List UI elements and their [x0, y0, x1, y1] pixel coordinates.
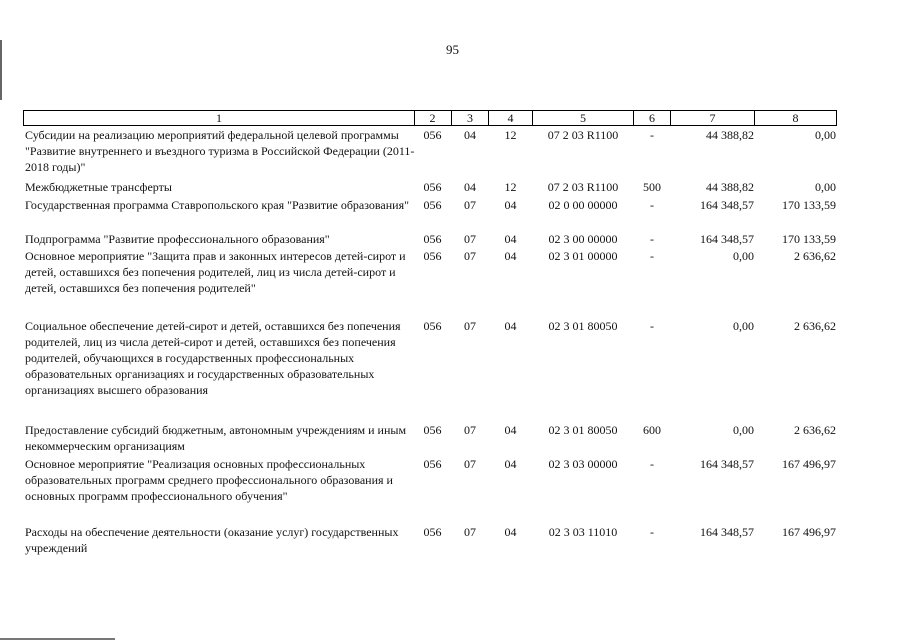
row-col-5: 02 3 01 80050 [548, 423, 618, 437]
row-col-5: 07 2 03 R1100 [547, 128, 619, 142]
row-col-7: 164 348,57 [700, 525, 754, 539]
row-col-7: 164 348,57 [700, 232, 754, 246]
row-col-8: 2 636,62 [794, 249, 836, 263]
row-description: Предоставление субсидий бюджетным, автономным учреждениям и иным некоммерческим организациям [25, 423, 407, 453]
header-col-7: 7 [671, 110, 755, 126]
row-col-2: 056 [423, 525, 442, 539]
row-col-6: 600 [643, 423, 661, 437]
row-col-2: 056 [423, 180, 442, 194]
row-col-4: 04 [504, 249, 517, 263]
row-description: Подпрограмма "Развитие профессионального образования" [25, 232, 330, 246]
row-description: Основное мероприятие "Защита прав и законных интересов детей-сирот и детей, оставшихся без попечения родителей, лиц из числа детей-сирот и детей, оставшихся без попечения родителей" [25, 249, 406, 295]
row-col-2: 056 [423, 457, 442, 471]
row-col-6: - [650, 198, 654, 212]
row-col-4: 04 [504, 423, 517, 437]
row-col-2: 056 [423, 128, 442, 142]
row-description: Межбюджетные трансферты [25, 180, 172, 194]
row-col-3: 04 [464, 128, 476, 142]
row-col-5: 07 2 03 R1100 [547, 180, 619, 194]
row-col-6: 500 [643, 180, 661, 194]
row-col-8: 167 496,97 [782, 525, 836, 539]
row-col-7: 0,00 [733, 249, 754, 263]
row-col-6: - [650, 319, 654, 333]
row-col-2: 056 [423, 249, 442, 263]
row-col-8: 0,00 [815, 128, 836, 142]
row-col-4: 04 [504, 198, 517, 212]
row-col-7: 164 348,57 [700, 198, 754, 212]
row-col-8: 170 133,59 [782, 198, 836, 212]
header-col-2: 2 [414, 110, 452, 126]
row-col-5: 02 3 03 00000 [548, 457, 618, 471]
row-col-6: - [650, 525, 654, 539]
table-header [23, 110, 836, 126]
row-col-3: 07 [464, 525, 476, 539]
header-col-8: 8 [755, 110, 837, 126]
row-col-7: 0,00 [733, 423, 754, 437]
row-col-4: 04 [504, 319, 517, 333]
row-col-3: 07 [464, 319, 476, 333]
row-description: Государственная программа Ставропольского края "Развитие образования" [25, 198, 410, 212]
row-col-2: 056 [423, 198, 442, 212]
row-col-5: 02 3 01 00000 [548, 249, 618, 263]
row-col-6: - [650, 249, 654, 263]
page-number: 95 [446, 42, 459, 57]
row-col-7: 164 348,57 [700, 457, 754, 471]
header-col-4: 4 [489, 110, 533, 126]
row-col-4: 12 [504, 128, 517, 142]
row-col-3: 07 [464, 232, 476, 246]
row-description: Субсидии на реализацию мероприятий федеральной целевой программы "Развитие внутреннего и въездного туризма в Российской Федерации (2011-2018 годы)" [25, 128, 415, 174]
row-col-6: - [650, 128, 654, 142]
row-col-7: 44 388,82 [706, 180, 754, 194]
row-description: Расходы на обеспечение деятельности (оказание услуг) государственных учреждений [25, 525, 399, 555]
row-col-5: 02 0 00 00000 [548, 198, 618, 212]
row-col-8: 0,00 [815, 180, 836, 194]
row-col-8: 167 496,97 [782, 457, 836, 471]
row-col-3: 07 [464, 457, 476, 471]
row-col-5: 02 3 00 00000 [548, 232, 618, 246]
row-col-7: 0,00 [733, 319, 754, 333]
row-col-5: 02 3 01 80050 [548, 319, 618, 333]
header-col-1: 1 [23, 110, 415, 126]
header-col-5: 5 [533, 110, 634, 126]
row-col-3: 07 [464, 423, 476, 437]
row-col-2: 056 [423, 232, 442, 246]
row-col-5: 02 3 03 11010 [548, 525, 618, 539]
row-col-6: - [650, 457, 654, 471]
row-col-6: - [650, 232, 654, 246]
row-col-8: 2 636,62 [794, 423, 836, 437]
row-description: Социальное обеспечение детей-сирот и детей, оставшихся без попечения родителей, лиц из числа детей-сирот и детей, оставшихся без попечения родителей, обучающихся в государственных профессиональных образовательных организациях и государственных образовательных организациях высшего образования [25, 319, 401, 397]
row-col-2: 056 [423, 319, 442, 333]
row-col-4: 04 [504, 232, 517, 246]
row-col-4: 04 [504, 457, 517, 471]
row-col-4: 12 [504, 180, 517, 194]
header-col-3: 3 [452, 110, 489, 126]
row-col-8: 2 636,62 [794, 319, 836, 333]
row-col-2: 056 [423, 423, 442, 437]
row-description: Основное мероприятие "Реализация основных профессиональных образовательных программ среднего профессионального образования и основных программ профессионального обучения" [25, 457, 393, 503]
row-col-3: 04 [464, 180, 476, 194]
row-col-4: 04 [504, 525, 517, 539]
header-col-6: 6 [634, 110, 671, 126]
row-col-7: 44 388,82 [706, 128, 754, 142]
row-col-8: 170 133,59 [782, 232, 836, 246]
row-col-3: 07 [464, 198, 476, 212]
row-col-3: 07 [464, 249, 476, 263]
